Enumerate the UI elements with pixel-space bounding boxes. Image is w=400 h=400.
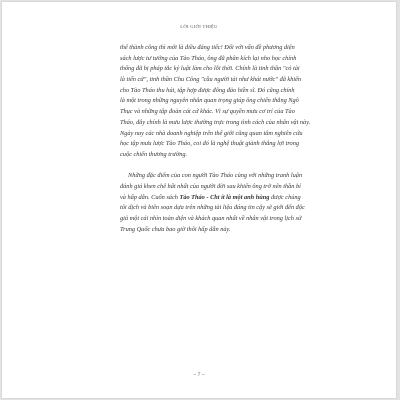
- page-number: ~ 7 ~: [193, 372, 205, 378]
- text-line: Trung Quốc chưa bao giờ thôi hấp dẫn này.: [120, 225, 231, 233]
- text-line: Ngày nay các nhà doanh nghiệp trên thế giới cũng quan tâm nghiên cứu: [120, 129, 303, 137]
- paragraph-2: [120, 171, 305, 235]
- text-line: tôi dịch và biên soạn dựa trên những tài liệu đáng tin cậy sẽ giới đến độc: [120, 204, 305, 212]
- text-line: [120, 193, 301, 204]
- text-line: thể thành công thì mới là điều đáng tiếc! Đối với vấn đề phương diện: [120, 44, 295, 51]
- paragraph-1: [120, 43, 311, 161]
- text-line: cho Tào Tháo thu hút, tập hợp được đông đảo hiền sĩ. Đó cũng chính: [120, 86, 295, 94]
- text-line: sách lược tư tưởng của Tào Tháo, ông đã phân kích lại nho học chính: [120, 54, 297, 62]
- text-line: là một trong những nguyên nhân quan trọng giúp ông chiến thắng Ngô: [120, 97, 299, 105]
- text-line: Thục và những tập đoàn cát cứ khác. Vì sự quyền mưu cơ trí của Tào: [120, 108, 295, 116]
- text-line: đánh giá khen chê bất nhất của người đời sau khiến ông trở nên thần bí: [120, 182, 301, 190]
- paragraph-gap: [120, 161, 298, 172]
- text-line: là tiến cử", tinh thần Chu Công "cầu người tài như khát nước" đã khiến: [120, 76, 302, 84]
- text-line: học tập mưu lược Tào Tháo, coi đó là nghệ thuật giành thắng lợi trong: [120, 140, 299, 148]
- body-text: [120, 43, 311, 235]
- text-line: cuộc chiến thương trường.: [120, 150, 188, 158]
- text-line: thống đã bị pháp tắc kỷ luật làm cho lỗi thời. Chính là tinh thần "có tài: [120, 65, 300, 73]
- text-run: và hấp dẫn. Cuốn sách: [120, 193, 180, 201]
- text-run: được chúng: [269, 193, 301, 201]
- book-page: [2, 2, 396, 398]
- text-line: Tháo, đây chính là mưu lược thường trực trong tình cách của nhân vật này.: [120, 118, 311, 126]
- running-header: LỜI GIỚI THIỆU: [180, 24, 218, 29]
- text-line: Những đặc điểm của con người Tào Tháo cùng với những tranh luận: [128, 172, 303, 180]
- text-line: giả một cái nhìn toàn diện và khách quan nhất về nhân vật trong lịch sử: [120, 215, 302, 222]
- book-title: Tào Tháo - Chỉ ít là một anh hùng: [179, 193, 270, 201]
